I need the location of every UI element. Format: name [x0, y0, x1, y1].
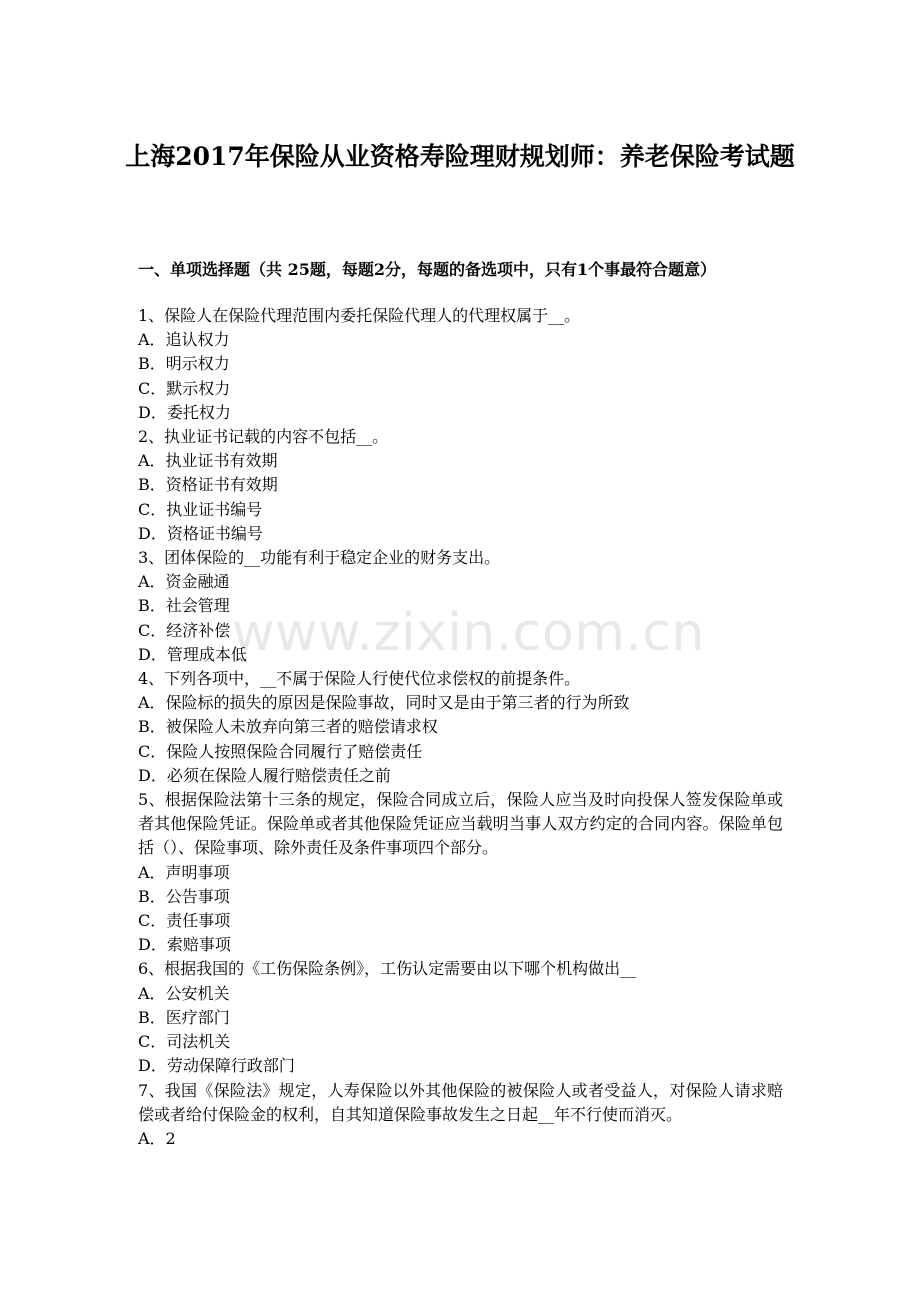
- answer-option: A．追认权力: [138, 330, 230, 350]
- question-block: [138, 304, 783, 425]
- answer-option: A．执业证书有效期: [138, 451, 278, 471]
- question-text: 1、保险人在保险代理范围内委托保险代理人的代理权属于__。: [138, 306, 581, 325]
- answer-option: B．资格证书有效期: [138, 475, 278, 495]
- question-text: 2、执业证书记载的内容不包括__。: [138, 427, 389, 447]
- answer-option: A．资金融通: [138, 572, 230, 592]
- document-title: 上海2017年保险从业资格寿险理财规划师：养老保险考试题: [125, 142, 795, 171]
- answer-option: B．明示权力: [138, 354, 230, 374]
- question-text: 5、根据保险法第十三条的规定，保险合同成立后，保险人应当及时向投保人签发保险单或者其他保险凭证。保险单或者其他保险凭证应当载明当事人双方约定的合同内容。保险单包括（）、保险事项、除外责任及条件事项四个部分。: [138, 790, 783, 858]
- answer-option: D．索赔事项: [138, 935, 231, 955]
- answer-option: B．被保险人未放弃向第三者的赔偿请求权: [138, 717, 438, 737]
- answer-option: A．保险标的损失的原因是保险事故，同时又是由于第三者的行为所致: [138, 693, 630, 713]
- watermark-text: www.zixin.com.cn: [232, 603, 705, 663]
- question-text: 3、团体保险的__功能有利于稳定企业的财务支出。: [138, 548, 501, 568]
- question-text: 7、我国《保险法》规定，人寿保险以外其他保险的被保险人或者受益人，对保险人请求赔偿或者给付保险金的权利，自其知道保险事故发生之日起__年不行使而消灭。: [138, 1080, 783, 1124]
- answer-option: B．社会管理: [138, 596, 230, 616]
- answer-option: D．委托权力: [138, 402, 231, 422]
- answer-option: B．医疗部门: [138, 1007, 230, 1027]
- question-text: 4、下列各项中，__不属于保险人行使代位求偿权的前提条件。: [138, 669, 581, 689]
- answer-option: A．公安机关: [138, 983, 230, 1003]
- answer-option: C．执业证书编号: [138, 499, 263, 519]
- answer-option: D．资格证书编号: [138, 523, 263, 543]
- answer-option: B．公告事项: [138, 886, 230, 906]
- answer-option: C．经济补偿: [138, 620, 231, 640]
- section-heading: 一、单项选择题（共 25题，每题2分，每题的备选项中，只有1个事最符合题意）: [138, 260, 717, 279]
- question-block: [138, 667, 783, 788]
- question-block: [138, 546, 783, 667]
- answer-option: D．劳动保障行政部门: [138, 1056, 295, 1076]
- question-block: [138, 1079, 783, 1152]
- answer-option: C．责任事项: [138, 911, 231, 931]
- answer-option: C．默示权力: [138, 378, 231, 398]
- answer-option: A．声明事项: [138, 862, 230, 882]
- question-text: 6、根据我国的《工伤保险条例》，工伤认定需要由以下哪个机构做出__: [138, 959, 637, 979]
- answer-option: C．司法机关: [138, 1032, 231, 1052]
- question-list: [138, 304, 783, 1151]
- answer-option: D．管理成本低: [138, 644, 247, 664]
- question-block: [138, 957, 783, 1078]
- answer-option: C．保险人按照保险合同履行了赔偿责任: [138, 741, 423, 761]
- answer-option: D．必须在保险人履行赔偿责任之前: [138, 765, 391, 785]
- question-block: [138, 425, 783, 546]
- answer-option: A．2: [138, 1128, 176, 1148]
- question-block: [138, 788, 783, 957]
